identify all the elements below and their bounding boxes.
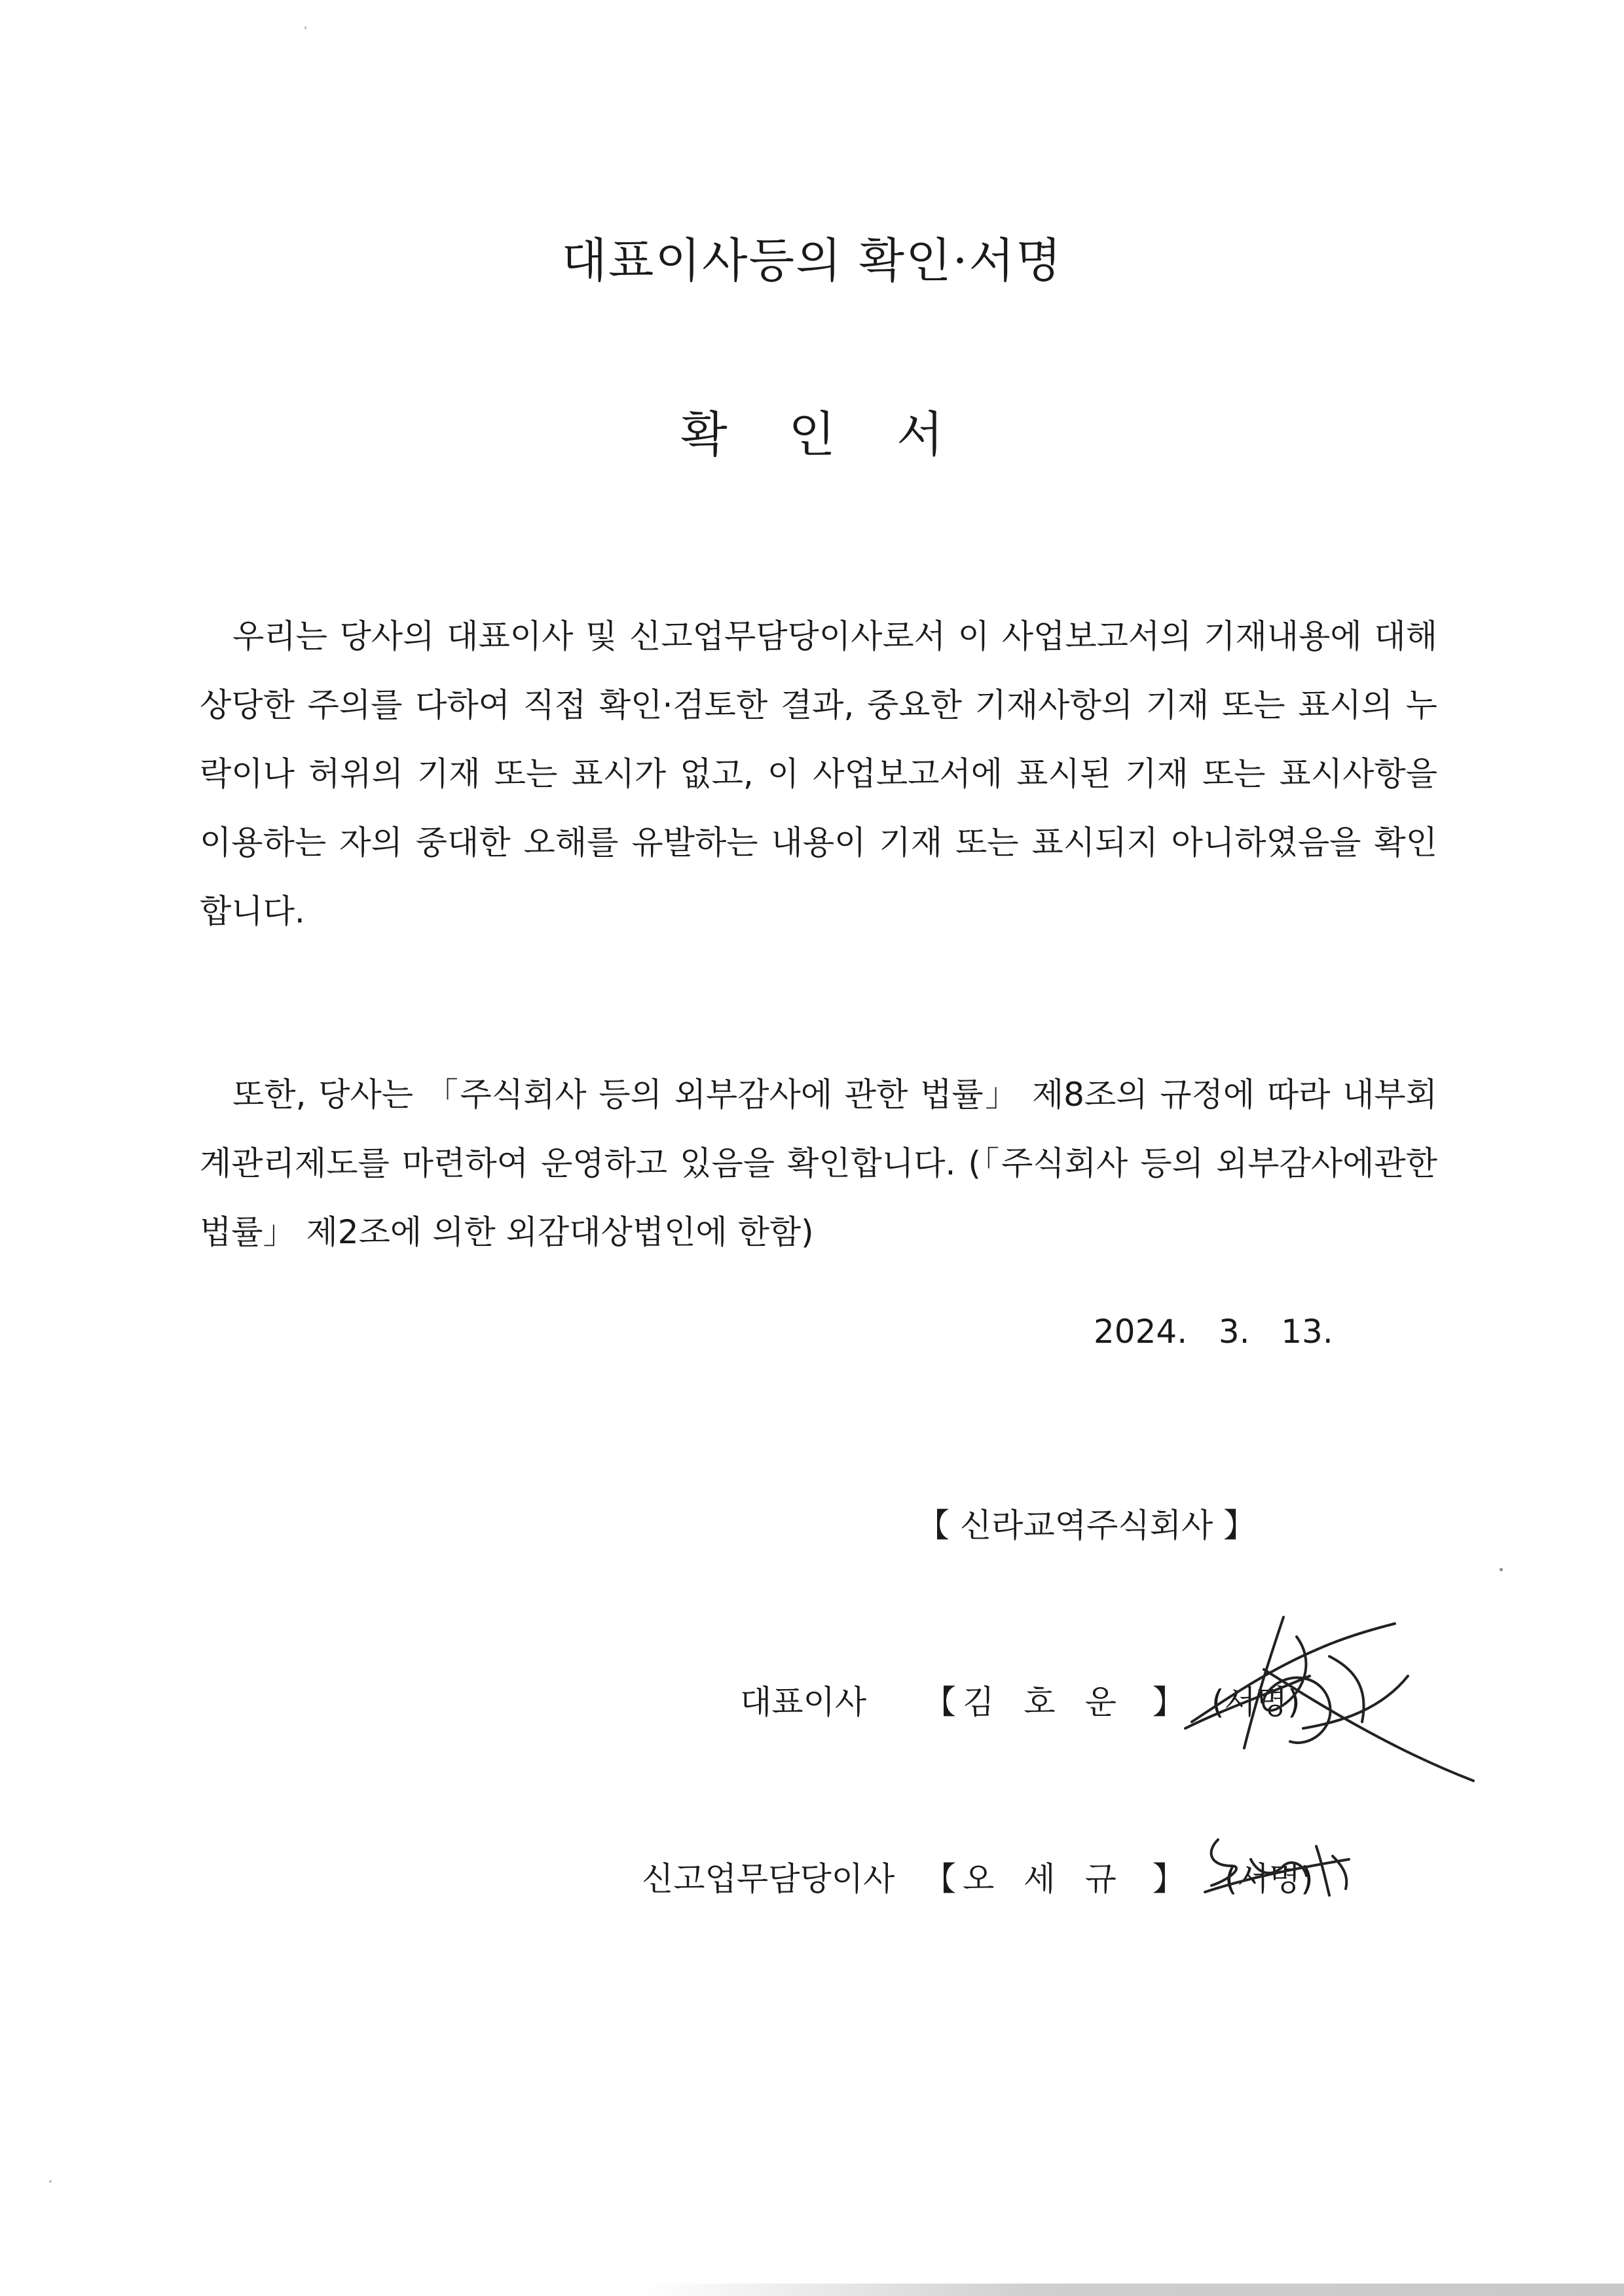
scan-speck bbox=[49, 2180, 52, 2183]
document-date: 2024. 3. 13. bbox=[1094, 1313, 1333, 1351]
scan-speck bbox=[304, 26, 306, 29]
document-title: 대표이사등의 확인·서명 bbox=[561, 233, 1063, 288]
bracket-close: 】 bbox=[1152, 1860, 1185, 1898]
confirmation-paragraph: 우리는 당사의 대표이사 및 신고업무담당이사로서 이 사업보고서의 기재내용에 대해 상당한 주의를 다하여 직접 확인·검토한 결과, 중요한 기재사항의 기재 또는 표시의 누락이나 허위의 기재 또는 표시가 없고, 이 사업보고서에 표시된 기재 또는 표시사항을 이용하는 자의 중대한 오해를 유발하는 내용이 기재 또는 표시되지 아니하였음을 확인합니다. bbox=[200, 617, 1437, 930]
document-subtitle: 확 인 서 bbox=[680, 407, 944, 463]
ceo-name-block bbox=[923, 1676, 1185, 1723]
reporting-officer-name: 오세규 bbox=[963, 1860, 1146, 1898]
scan-edge-shadow bbox=[642, 2284, 1624, 2296]
ceo-name: 김호운 bbox=[963, 1683, 1146, 1721]
bracket-open: 【 bbox=[923, 1860, 956, 1898]
company-name: 【 신라교역주식회사 】 bbox=[917, 1506, 1257, 1544]
reporting-officer-name-block bbox=[923, 1853, 1185, 1900]
bracket-close: 】 bbox=[1152, 1683, 1185, 1721]
reporting-officer-role-label: 신고업무담당이사 bbox=[642, 1860, 895, 1898]
bracket-open: 【 bbox=[923, 1683, 956, 1721]
scan-speck bbox=[1500, 1568, 1503, 1571]
ceo-role-label: 대표이사 bbox=[740, 1683, 867, 1721]
internal-control-paragraph: 또한, 당사는 「주식회사 등의 외부감사에 관한 법률」 제8조의 규정에 따라 내부회계관리제도를 마련하여 운영하고 있음을 확인합니다. (「주식회사 등의 외부감사에관한 법률」 제2조에 의한 외감대상법인에 한함) bbox=[200, 1076, 1437, 1251]
ceo-sign-label: (서명) bbox=[1211, 1683, 1301, 1721]
reporting-officer-sign-label: (서명) bbox=[1225, 1860, 1314, 1898]
